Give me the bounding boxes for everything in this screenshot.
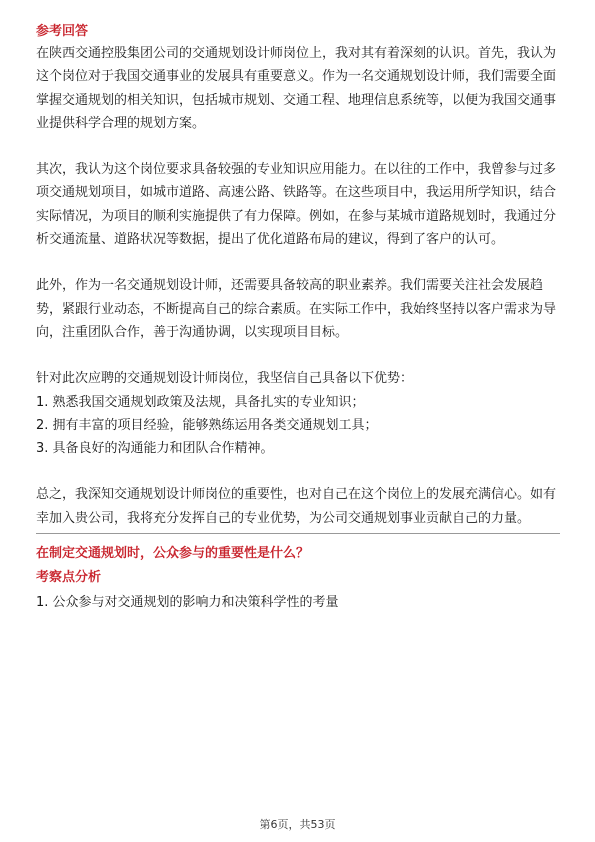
paragraph-2: 其次，我认为这个岗位要求具备较强的专业知识应用能力。在以往的工作中，我曾参与过多项交通规划项目，如城市道路、高速公路、铁路等。在这些项目中，我运用所学知识，结合实际情况，为项目的顺利实施提供了有力保障。例如，在参与某城市道路规划时，我通过分析交通流量、道路状况等数据，提出了优化道路布局的建议，得到了客户的认可。: [36, 162, 557, 248]
page-footer: 第6页，共53页: [259, 818, 336, 831]
advantage-item-1: 1. 熟悉我国交通规划政策及法规，具备扎实的专业知识；: [36, 394, 365, 410]
analysis-point-1: 1. 公众参与对交通规划的影响力和决策科学性的考量: [36, 595, 339, 611]
document-body: [36, 22, 560, 614]
next-question: 在制定交通规划时，公众参与的重要性是什么？: [36, 546, 310, 562]
answer-heading: 参考回答: [36, 24, 89, 39]
paragraph-1: 在陕西交通控股集团公司的交通规划设计师岗位上，我对其有着深刻的认识。首先，我认为这个岗位对于我国交通事业的发展具有重要意义。作为一名交通规划设计师，我们需要全面掌握交通规划的相关知识，包括城市规划、交通工程、地理信息系统等，以便为我国交通事业提供科学合理的规划方案。: [36, 46, 557, 131]
paragraph-3: 此外，作为一名交通规划设计师，还需要具备较高的职业素养。我们需要关注社会发展趋势，紧跟行业动态，不断提高自己的综合素质。在实际工作中，我始终坚持以客户需求为导向，注重团队合作，善于沟通协调，以实现项目目标。: [36, 278, 557, 340]
advantage-item-2: 2. 拥有丰富的项目经验，能够熟练运用各类交通规划工具；: [36, 417, 378, 433]
section-divider: [36, 533, 560, 534]
conclusion-paragraph: 总之，我深知交通规划设计师岗位的重要性，也对自己在这个岗位上的发展充满信心。如有幸加入贵公司，我将充分发挥自己的专业优势，为公司交通规划事业贡献自己的力量。: [36, 487, 557, 526]
advantages-intro: 针对此次应聘的交通规划设计师岗位，我坚信自己具备以下优势：: [36, 371, 414, 387]
analysis-heading: 考察点分析: [36, 570, 102, 586]
advantage-item-3: 3. 具备良好的沟通能力和团队合作精神。: [36, 441, 274, 457]
